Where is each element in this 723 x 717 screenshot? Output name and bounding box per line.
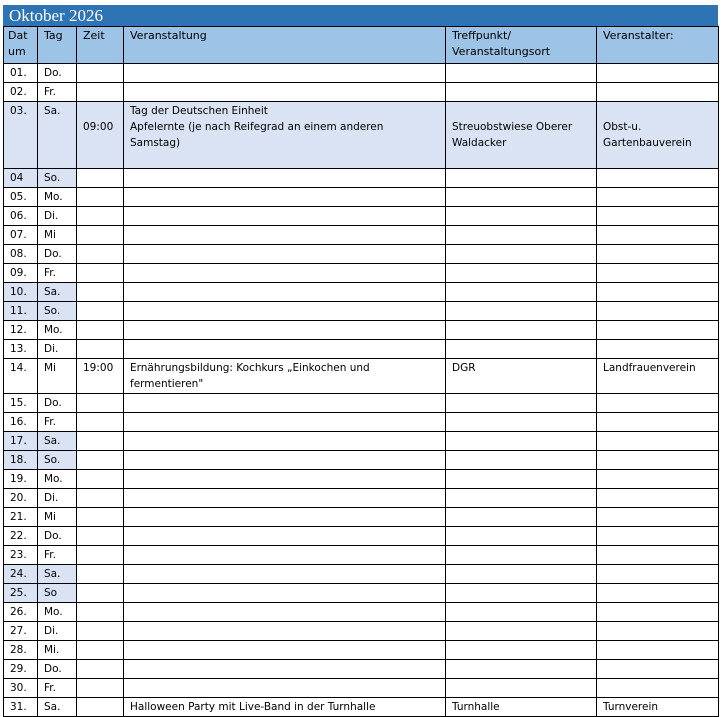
cell-veranstaltung	[124, 207, 446, 226]
cell-veranstaltung	[124, 565, 446, 584]
cell-zeit	[77, 226, 124, 245]
header-row	[4, 27, 719, 64]
cell-zeit	[77, 83, 124, 102]
cell-tag: Sa.	[38, 283, 77, 302]
cell-veranstalter	[597, 359, 719, 394]
cell-ort	[446, 359, 597, 394]
cell-ort	[446, 64, 597, 83]
table-row	[4, 470, 719, 489]
cell-ort	[446, 83, 597, 102]
cell-zeit	[77, 451, 124, 470]
table-row	[4, 432, 719, 451]
cell-zeit	[77, 340, 124, 359]
cell-veranstaltung	[124, 226, 446, 245]
cell-veranstaltung	[124, 470, 446, 489]
cell-ort-line: DGR	[452, 362, 476, 374]
cell-datum: 29.	[4, 660, 38, 679]
cell-veranstaltung	[124, 283, 446, 302]
cell-veranstaltung	[124, 546, 446, 565]
cell-veranstaltung	[124, 264, 446, 283]
table-row	[4, 660, 719, 679]
cell-zeit: 19:00	[77, 359, 124, 394]
cell-tag: Sa.	[38, 102, 77, 169]
cell-veranstalter-line: Obst-u.	[603, 121, 642, 133]
cell-veranstaltung	[124, 321, 446, 340]
cell-datum: 20.	[4, 489, 38, 508]
cell-zeit	[77, 432, 124, 451]
cell-veranstaltung	[124, 508, 446, 527]
cell-datum: 05.	[4, 188, 38, 207]
cell-veranstaltung-line: fermentieren"	[130, 378, 204, 390]
cell-ort	[446, 340, 597, 359]
cell-datum: 25.	[4, 584, 38, 603]
table-row	[4, 584, 719, 603]
cell-veranstalter	[597, 527, 719, 546]
table-row	[4, 359, 719, 394]
cell-tag: Di.	[38, 207, 77, 226]
cell-ort	[446, 102, 597, 169]
cell-veranstaltung	[124, 413, 446, 432]
cell-ort	[446, 394, 597, 413]
cell-veranstalter	[597, 660, 719, 679]
cell-datum: 22.	[4, 527, 38, 546]
cell-datum: 04	[4, 169, 38, 188]
table-row	[4, 413, 719, 432]
cell-ort	[446, 508, 597, 527]
cell-ort	[446, 641, 597, 660]
cell-datum: 14.	[4, 359, 38, 394]
cell-veranstalter	[597, 603, 719, 622]
table-row	[4, 321, 719, 340]
cell-ort	[446, 264, 597, 283]
cell-veranstaltung-line: Ernährungsbildung: Kochkurs „Einkochen und	[130, 362, 370, 374]
cell-veranstalter	[597, 102, 719, 169]
cell-ort	[446, 283, 597, 302]
cell-zeit	[77, 470, 124, 489]
table-row	[4, 451, 719, 470]
table-row	[4, 394, 719, 413]
header-veranstalter: Veranstalter:	[597, 27, 719, 64]
cell-veranstaltung	[124, 603, 446, 622]
cell-veranstaltung	[124, 245, 446, 264]
header-ort: Treffpunkt/ Veranstaltungsort	[446, 27, 597, 64]
cell-veranstalter	[597, 64, 719, 83]
cell-tag: Do.	[38, 64, 77, 83]
table-row	[4, 264, 719, 283]
cell-veranstaltung-line: Halloween Party mit Live-Band in der Turnhalle	[130, 701, 376, 713]
cell-veranstaltung	[124, 527, 446, 546]
cell-tag: Mi	[38, 508, 77, 527]
cell-datum: 06.	[4, 207, 38, 226]
cell-tag: Fr.	[38, 546, 77, 565]
table-row	[4, 622, 719, 641]
cell-datum: 21.	[4, 508, 38, 527]
cell-veranstaltung	[124, 102, 446, 169]
cell-tag: Do.	[38, 245, 77, 264]
cell-ort-line: Streuobstwiese Oberer	[452, 121, 573, 133]
cell-veranstalter	[597, 413, 719, 432]
cell-zeit	[77, 394, 124, 413]
table-row	[4, 283, 719, 302]
cell-datum: 12.	[4, 321, 38, 340]
cell-ort	[446, 245, 597, 264]
cell-zeit	[77, 264, 124, 283]
cell-ort	[446, 470, 597, 489]
cell-zeit	[77, 527, 124, 546]
table-row	[4, 527, 719, 546]
cell-zeit	[77, 188, 124, 207]
cell-datum: 01.	[4, 64, 38, 83]
cell-veranstaltung	[124, 340, 446, 359]
table-row	[4, 546, 719, 565]
cell-zeit	[77, 302, 124, 321]
cell-veranstalter	[597, 584, 719, 603]
cell-ort	[446, 489, 597, 508]
cell-tag: Sa.	[38, 565, 77, 584]
cell-veranstaltung	[124, 188, 446, 207]
cell-zeit	[77, 413, 124, 432]
cell-tag: Mo.	[38, 188, 77, 207]
cell-zeit	[77, 546, 124, 565]
cell-veranstalter	[597, 207, 719, 226]
cell-tag: Di.	[38, 489, 77, 508]
cell-datum: 28.	[4, 641, 38, 660]
cell-ort	[446, 226, 597, 245]
cell-tag: Di.	[38, 622, 77, 641]
cell-datum: 19.	[4, 470, 38, 489]
cell-veranstalter	[597, 698, 719, 717]
cell-veranstalter	[597, 321, 719, 340]
cell-veranstaltung-line: Apfelernte (je nach Reifegrad an einem anderen	[130, 121, 384, 133]
header-tag: Tag	[38, 27, 77, 64]
cell-zeit	[77, 641, 124, 660]
cell-datum: 23.	[4, 546, 38, 565]
cell-zeit	[77, 207, 124, 226]
cell-zeit	[77, 245, 124, 264]
table-row	[4, 340, 719, 359]
cell-ort	[446, 546, 597, 565]
cell-veranstalter-line: Landfrauenverein	[603, 362, 696, 374]
cell-veranstalter	[597, 546, 719, 565]
cell-veranstalter	[597, 264, 719, 283]
cell-ort	[446, 188, 597, 207]
cell-datum: 13.	[4, 340, 38, 359]
event-table	[3, 26, 719, 717]
cell-ort	[446, 660, 597, 679]
cell-veranstalter-line: Turnverein	[603, 701, 659, 713]
cell-veranstalter	[597, 432, 719, 451]
cell-ort	[446, 451, 597, 470]
cell-tag: Mo.	[38, 470, 77, 489]
cell-veranstaltung	[124, 64, 446, 83]
cell-datum: 16.	[4, 413, 38, 432]
cell-datum: 27.	[4, 622, 38, 641]
table-row	[4, 226, 719, 245]
cell-tag: Mi.	[38, 641, 77, 660]
cell-veranstaltung	[124, 359, 446, 394]
cell-veranstalter	[597, 169, 719, 188]
cell-zeit	[77, 508, 124, 527]
table-row	[4, 188, 719, 207]
cell-ort	[446, 698, 597, 717]
cell-veranstaltung	[124, 489, 446, 508]
cell-veranstaltung	[124, 83, 446, 102]
cell-veranstaltung	[124, 432, 446, 451]
cell-tag: Do.	[38, 660, 77, 679]
cell-veranstaltung	[124, 698, 446, 717]
cell-tag: Fr.	[38, 679, 77, 698]
cell-veranstalter	[597, 245, 719, 264]
cell-veranstaltung	[124, 679, 446, 698]
table-row	[4, 102, 719, 169]
cell-tag: Fr.	[38, 83, 77, 102]
cell-tag: Mi	[38, 226, 77, 245]
cell-datum: 07.	[4, 226, 38, 245]
cell-datum: 18.	[4, 451, 38, 470]
cell-veranstaltung-line: Samstag)	[130, 137, 181, 149]
cell-tag: Do.	[38, 394, 77, 413]
cell-datum: 24.	[4, 565, 38, 584]
cell-zeit	[77, 584, 124, 603]
cell-datum: 02.	[4, 83, 38, 102]
table-row	[4, 679, 719, 698]
cell-datum: 31.	[4, 698, 38, 717]
cell-veranstalter	[597, 188, 719, 207]
table-row	[4, 508, 719, 527]
cell-ort	[446, 207, 597, 226]
cell-zeit	[77, 622, 124, 641]
cell-veranstalter	[597, 340, 719, 359]
cell-tag: Sa.	[38, 432, 77, 451]
cell-veranstalter	[597, 679, 719, 698]
cell-veranstalter	[597, 394, 719, 413]
cell-ort-line: Turnhalle	[452, 701, 500, 713]
cell-datum: 17.	[4, 432, 38, 451]
cell-zeit	[77, 698, 124, 717]
cell-ort	[446, 169, 597, 188]
cell-veranstalter	[597, 622, 719, 641]
cell-datum: 08.	[4, 245, 38, 264]
table-row	[4, 302, 719, 321]
cell-tag: So.	[38, 302, 77, 321]
cell-datum: 10.	[4, 283, 38, 302]
cell-ort	[446, 413, 597, 432]
cell-tag: Mo.	[38, 321, 77, 340]
cell-zeit	[77, 679, 124, 698]
table-row	[4, 64, 719, 83]
cell-veranstaltung	[124, 622, 446, 641]
cell-tag: Sa.	[38, 698, 77, 717]
table-row	[4, 698, 719, 717]
table-row	[4, 83, 719, 102]
table-row	[4, 245, 719, 264]
cell-ort	[446, 321, 597, 340]
header-veranstaltung: Veranstaltung	[124, 27, 446, 64]
cell-ort	[446, 527, 597, 546]
cell-ort-line: Waldacker	[452, 137, 507, 149]
cell-datum: 09.	[4, 264, 38, 283]
table-row	[4, 169, 719, 188]
cell-tag: Di.	[38, 340, 77, 359]
month-title: Oktober 2026	[3, 5, 718, 26]
cell-veranstaltung	[124, 660, 446, 679]
cell-veranstalter	[597, 508, 719, 527]
cell-veranstalter	[597, 302, 719, 321]
cell-tag: Mo.	[38, 603, 77, 622]
cell-zeit	[77, 169, 124, 188]
cell-zeit	[77, 64, 124, 83]
cell-datum: 03.	[4, 102, 38, 169]
cell-ort	[446, 584, 597, 603]
table-row	[4, 603, 719, 622]
cell-zeit	[77, 565, 124, 584]
cell-zeit	[77, 603, 124, 622]
cell-veranstaltung	[124, 169, 446, 188]
cell-veranstalter	[597, 641, 719, 660]
cell-veranstalter-line: Gartenbauverein	[603, 137, 692, 149]
cell-datum: 30.	[4, 679, 38, 698]
cell-tag: So.	[38, 169, 77, 188]
cell-zeit: 09:00	[77, 102, 124, 169]
cell-veranstalter	[597, 470, 719, 489]
header-datum: Dat um	[4, 27, 38, 64]
cell-veranstalter	[597, 83, 719, 102]
cell-veranstaltung	[124, 584, 446, 603]
table-row	[4, 641, 719, 660]
cell-veranstalter	[597, 283, 719, 302]
table-row	[4, 207, 719, 226]
cell-ort	[446, 679, 597, 698]
cell-datum: 11.	[4, 302, 38, 321]
cell-datum: 15.	[4, 394, 38, 413]
cell-zeit	[77, 283, 124, 302]
cell-datum: 26.	[4, 603, 38, 622]
table-row	[4, 489, 719, 508]
cell-tag: So	[38, 584, 77, 603]
cell-veranstalter	[597, 489, 719, 508]
cell-ort	[446, 622, 597, 641]
cell-ort	[446, 432, 597, 451]
cell-veranstaltung	[124, 451, 446, 470]
cell-veranstaltung	[124, 641, 446, 660]
cell-tag: Fr.	[38, 413, 77, 432]
cell-tag: Do.	[38, 527, 77, 546]
cell-veranstalter	[597, 451, 719, 470]
cell-zeit	[77, 489, 124, 508]
cell-ort	[446, 603, 597, 622]
cell-zeit	[77, 321, 124, 340]
table-row	[4, 565, 719, 584]
cell-veranstalter	[597, 226, 719, 245]
header-zeit: Zeit	[77, 27, 124, 64]
cell-zeit	[77, 660, 124, 679]
cell-ort	[446, 565, 597, 584]
cell-tag: So.	[38, 451, 77, 470]
cell-veranstaltung	[124, 302, 446, 321]
cell-tag: Fr.	[38, 264, 77, 283]
cell-tag: Mi	[38, 359, 77, 394]
cell-veranstaltung-line: Tag der Deutschen Einheit	[130, 105, 268, 117]
cell-veranstalter	[597, 565, 719, 584]
cell-veranstaltung	[124, 394, 446, 413]
cell-ort	[446, 302, 597, 321]
